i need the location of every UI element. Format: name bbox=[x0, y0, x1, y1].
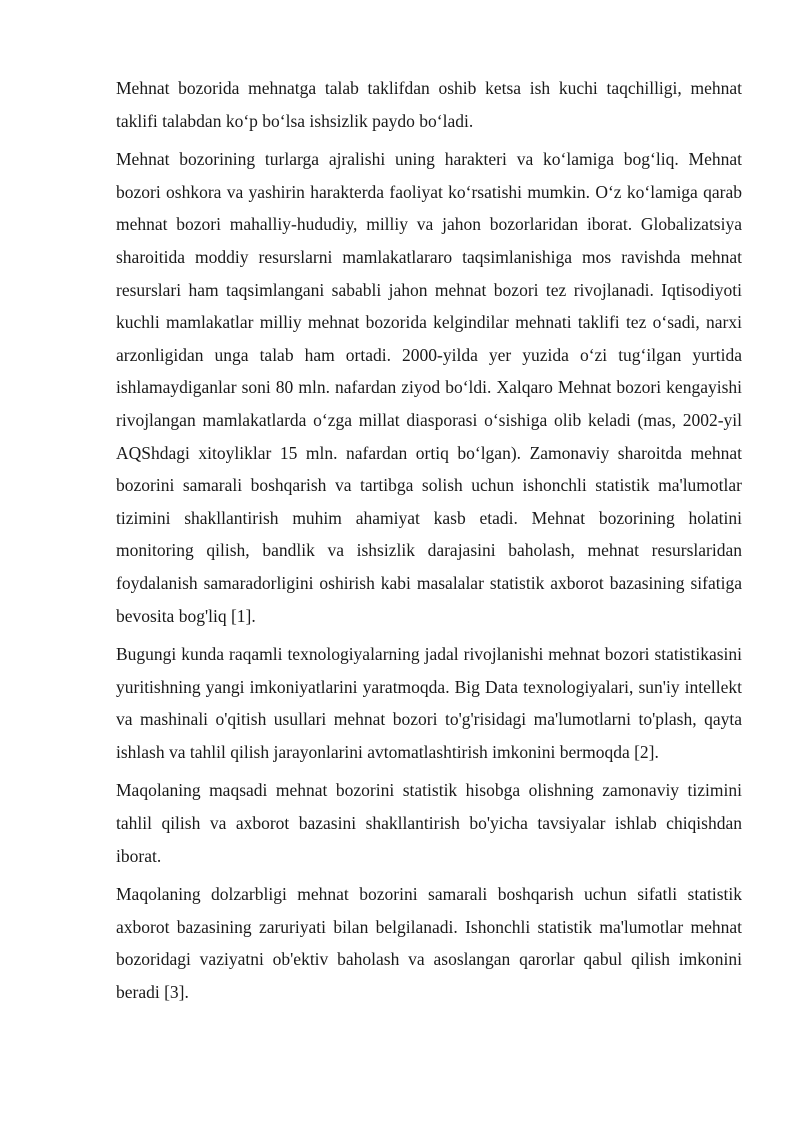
paragraph-digital-technologies: Bugungi kunda raqamli texnologiyalarning jadal rivojlanishi mehnat bozori statistikasini yuritishning yangi imkoniyatlarini yaratmoqda. Big Data texnologiyalari, sun'iy intellekt va mashinali o'qitish usullari mehnat bozori to'g'risidagi ma'lumotlarni to'plash, qayta ishlash va tahlil qilish jarayonlarini avtomatlashtirish imkonini bermoqda [2]. bbox=[116, 644, 742, 762]
paragraph-article-relevance: Maqolaning dolzarbligi mehnat bozorini samarali boshqarish uchun sifatli statistik axborot bazasining zaruriyati bilan belgilanadi. Ishonchli statistik ma'lumotlar mehnat bozoridagi vaziyatni ob'ektiv baholash va asoslangan qarorlar qabul qilish imkonini beradi [3]. bbox=[116, 884, 742, 1003]
paragraph-article-purpose: Maqolaning maqsadi mehnat bozorini statistik hisobga olishning zamonaviy tizimini tahlil qilish va axborot bazasini shakllantirish bo'yicha tavsiyalar ishlab chiqishdan iborat. bbox=[116, 780, 742, 866]
document-page bbox=[116, 72, 742, 1015]
paragraph-labor-market-imbalance: Mehnat bozorida mehnatga talab taklifdan oshib ketsa ish kuchi taqchilligi, mehnat taklifi talabdan ko‘p bo‘lsa ishsizlik paydo bo‘ladi. bbox=[116, 78, 742, 131]
paragraph-labor-market-types: Mehnat bozorining turlarga ajralishi uning harakteri va ko‘lamiga bog‘liq. Mehnat bozori oshkora va yashirin harakterda faoliyat ko‘rsatishi mumkin. O‘z ko‘lamiga qarab mehnat bozori mahalliy-hududiy, milliy va jahon bozorlaridan iborat. Globalizatsiya sharoitida moddiy resurslarni mamlakatlararo taqsimlanishiga mos ravishda mehnat resurslari ham taqsimlangani sababli jahon mehnat bozori tez rivojlanadi. Iqtisodiyoti kuchli mamlakatlar milliy mehnat bozorida kelgindilar mehnati taklifi tez o‘sadi, narxi arzonligidan unga talab ham ortadi. 2000-yilda yer yuzida o‘zi tug‘ilgan yurtida ishlamaydiganlar soni 80 mln. nafardan ziyod bo‘ldi. Xalqaro Mehnat bozori kengayishi rivojlangan mamlakatlarda o‘zga millat diasporasi o‘sishiga olib keladi (mas, 2002-yil AQShdagi xitoyliklar 15 mln. nafardan ortiq bo‘lgan). Zamonaviy sharoitda mehnat bozorini samarali boshqarish va tartibga solish uchun ishonchli statistik ma'lumotlar tizimini shakllantirish muhim ahamiyat kasb etadi. Mehnat bozorining holatini monitoring qilish, bandlik va ishsizlik darajasini baholash, mehnat resurslaridan foydalanish samaradorligini oshirish kabi masalalar statistik axborot bazasining sifatiga bevosita bog'liq [1]. bbox=[116, 149, 742, 626]
